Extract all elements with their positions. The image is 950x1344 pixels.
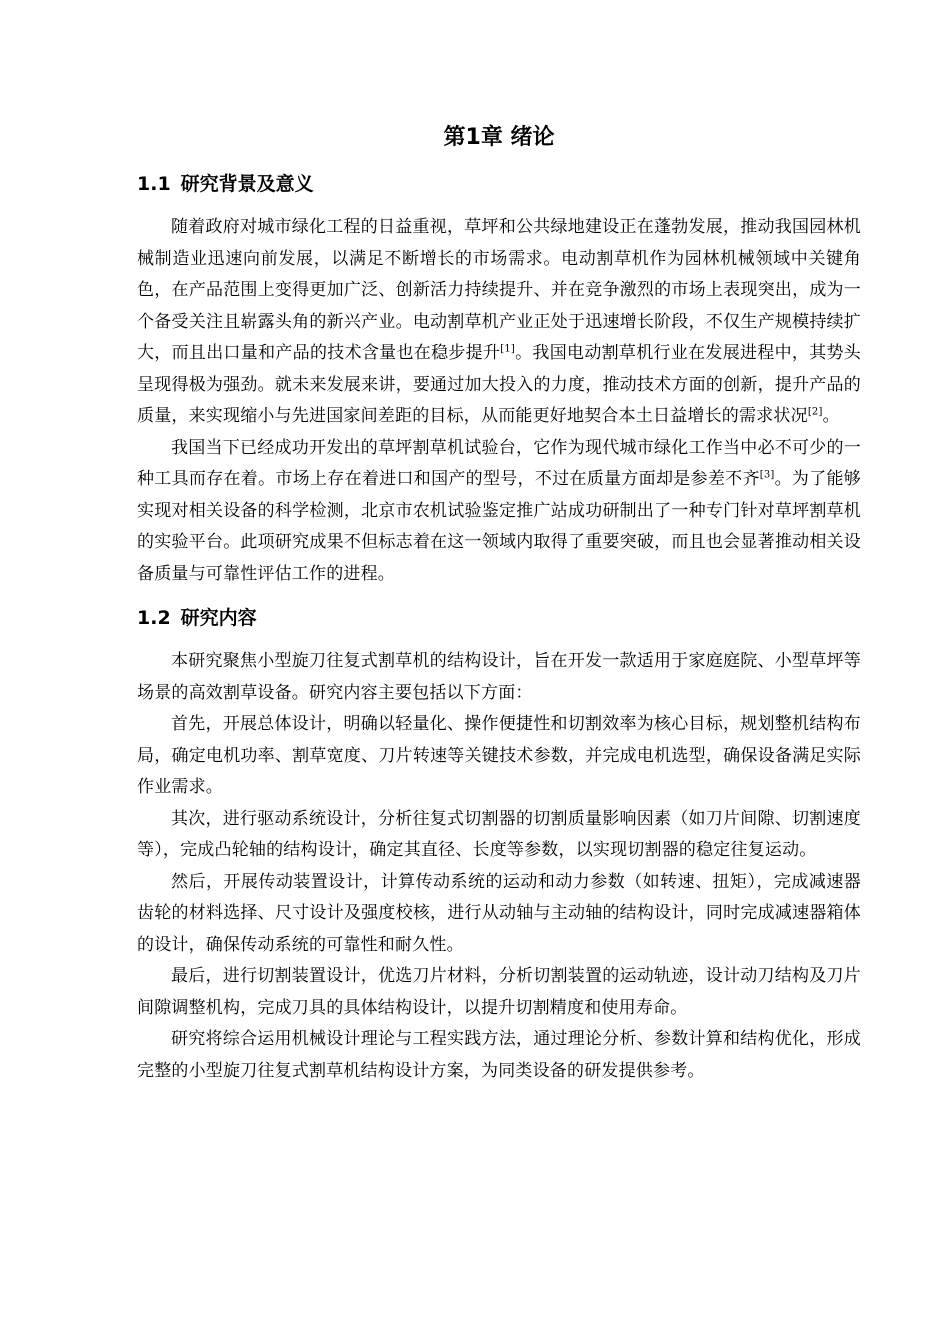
paragraph-text: 。我国电动割草机行业在发展进程中，其势头呈现得极为强劲。就未来发展来讲，要通过加大投入的力度，推动技术方面的创新，提升产品的质量，来实现缩小与先进国家间差距的目标，从而能更好地契合本土日益增长的需求状况 (137, 343, 861, 426)
section-title-text: 研究内容 (180, 607, 257, 629)
section-heading-1-2 (137, 602, 861, 634)
citation-ref-3[interactable]: [3] (759, 469, 775, 481)
paragraph-content-intro: 本研究聚焦小型旋刀往复式割草机的结构设计，旨在开发一款适用于家庭庭院、小型草坪等场景的高效割草设备。研究内容主要包括以下方面： (137, 651, 861, 703)
paragraph-text: 随着政府对城市绿化工程的日益重视，草坪和公共绿地建设正在蓬勃发展，推动我国园林机械制造业迅速向前发展，以满足不断增长的市场需求。电动割草机作为园林机械领域中关键角色，在产品范围上变得更加广泛、创新活力持续提升、并在竞争激烈的市场上表现突出，成为一个备受关注且崭露头角的新兴产业。电动割草机产业正处于迅速增长阶段，不仅生产规模持续扩大，而且出口量和产品的技术含量也在稳步提升 (137, 217, 861, 363)
section-number: 1.1 (137, 173, 171, 195)
document-page (137, 118, 861, 1087)
citation-ref-2[interactable]: [2] (807, 406, 823, 418)
paragraph-content-summary: 研究将综合运用机械设计理论与工程实践方法，通过理论分析、参数计算和结构优化，形成完整的小型旋刀往复式割草机结构设计方案，为同类设备的研发提供参考。 (137, 1029, 861, 1081)
paragraph-content-overall-design: 首先，开展总体设计，明确以轻量化、操作便捷性和切割效率为核心目标，规划整机结构布局，确定电机功率、割草宽度、刀片转速等关键技术参数，并完成电机选型，确保设备满足实际作业需求。 (137, 714, 861, 797)
paragraph-content-cutting-device: 最后，进行切割装置设计，优选刀片材料，分析切割装置的运动轨迹，设计动刀结构及刀片间隙调整机构，完成刀具的具体结构设计，以提升切割精度和使用寿命。 (137, 966, 861, 1018)
paragraph-text: 。为了能够实现对相关设备的科学检测，北京市农机试验鉴定推广站成功研制出了一种专门针对草坪割草机的实验平台。此项研究成果不但标志着在这一领域内取得了重要突破，而且也会显著推动相关设备质量与可靠性评估工作的进程。 (137, 469, 862, 584)
paragraph-content-drive-system: 其次，进行驱动系统设计，分析往复式切割器的切割质量影响因素（如刀片间隙、切割速度等），完成凸轮轴的结构设计，确定其直径、长度等参数，以实现切割器的稳定往复运动。 (137, 808, 861, 860)
section-heading-1-1 (137, 168, 861, 200)
section-number: 1.2 (137, 607, 171, 629)
paragraph-text: 我国当下已经成功开发出的草坪割草机试验台，它作为现代城市绿化工作当中必不可少的一种工具而存在着。市场上存在着进口和国产的型号，不过在质量方面却是参差不齐 (137, 437, 861, 489)
paragraph-background-1 (137, 212, 861, 433)
section-title-text: 研究背景及意义 (180, 173, 314, 195)
chapter-title: 第1章 绪论 (443, 125, 555, 150)
paragraph-content-transmission: 然后，开展传动装置设计，计算传动系统的运动和动力参数（如转速、扭矩），完成减速器齿轮的材料选择、尺寸设计及强度校核，进行从动轴与主动轴的结构设计，同时完成减速器箱体的设计，确保传动系统的可靠性和耐久性。 (137, 871, 861, 955)
paragraph-text: 。 (822, 406, 840, 426)
citation-ref-1[interactable]: [1] (500, 343, 516, 355)
paragraph-background-2 (137, 433, 861, 591)
